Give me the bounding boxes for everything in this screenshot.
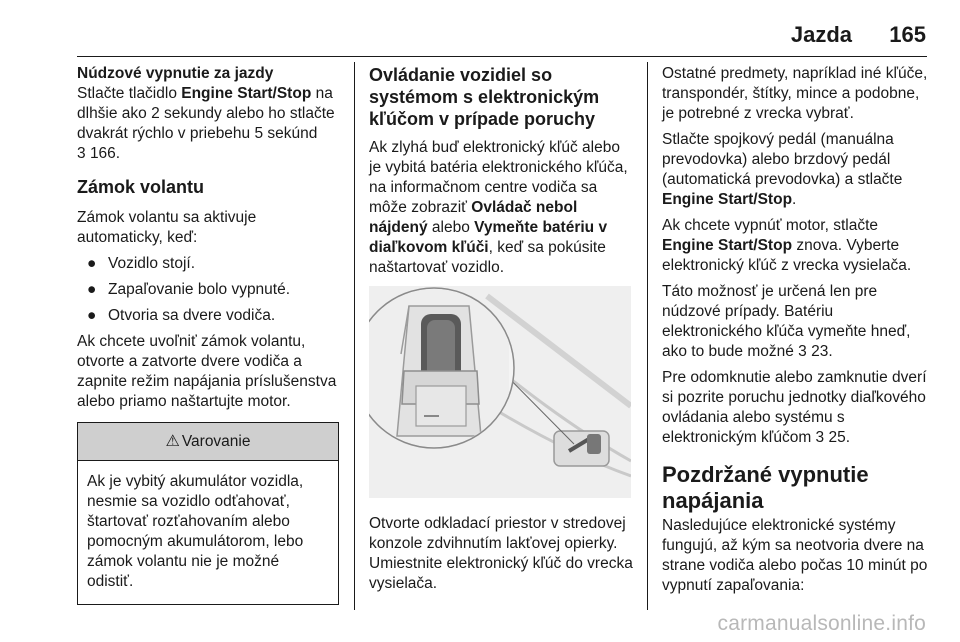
electronic-key-failure-heading: Ovládanie vozidiel so systémom s elektronickým kľúčom v prípade poruchy (369, 65, 600, 129)
warning-title: Varovanie (181, 432, 251, 450)
column-2 (369, 64, 633, 600)
switch-off-text (662, 216, 928, 276)
engine-start-stop-label: Engine Start/Stop (662, 237, 793, 254)
engine-start-stop-label: Engine Start/Stop (662, 191, 793, 208)
page-reference: 166. (89, 145, 121, 162)
warning-text: Ak je vybitý akumulátor vozidla, nesmie sa vozidlo odťahovať, štartovať rozťahovaním alebo pomocným akumulátorom, lebo zámok volantu nie je možné odistiť. (87, 473, 304, 590)
page-header (0, 0, 960, 56)
delayed-power-off-heading: Pozdržané vypnutie napájania (662, 462, 869, 513)
column-3 (662, 64, 928, 602)
column-divider-1 (354, 62, 355, 610)
steering-unlock-text: Ak chcete uvoľniť zámok volantu, otvorte a zatvorte dvere vodiča a zapnite režim napájania príslušenstva alebo priamo naštartujte motor. (77, 333, 337, 410)
list-item-text: Vozidlo stojí. (108, 255, 196, 272)
page-reference: 23. (811, 343, 833, 360)
list-item (77, 280, 339, 300)
text-run: Táto možnosť je určená len pre núdzové prípady. Batériu elektronického kľúča vymeňte hneď, ako to bude možné (662, 283, 911, 360)
page-number: 165 (889, 22, 926, 47)
remove-objects-text: Ostatné predmety, napríklad iné kľúče, transpondér, štítky, mince a podobne, je potrebné z vrecka vybrať. (662, 65, 928, 122)
electronic-key-failure-text (369, 138, 633, 278)
column-1 (77, 64, 339, 605)
text-run: , keď sa pokúsite naštartovať vozidlo. (369, 239, 606, 276)
ref-arrow-icon: 3 (798, 343, 807, 360)
emergency-shutdown-text (77, 84, 339, 164)
column-divider-2 (647, 62, 648, 610)
page-reference: 25. (828, 429, 851, 446)
ref-arrow-icon: 3 (815, 429, 825, 446)
header-divider (77, 56, 927, 57)
warning-header (78, 423, 338, 461)
steering-lock-intro: Zámok volantu sa aktivuje automaticky, keď: (77, 209, 257, 246)
engine-start-stop-label: Engine Start/Stop (181, 85, 312, 102)
site-watermark: carmanualsonline.info (717, 612, 926, 635)
dic-message-replace-battery: Vymeňte batériu v diaľkovom kľúči (369, 219, 608, 256)
bullet-icon: ● (87, 281, 97, 298)
text-run: Pre odomknutie alebo zamknutie dverí si pozrite poruchu jednotky diaľkového ovládania alebo systému s elektronickým kľúčom (662, 369, 927, 446)
chapter-title: Jazda (790, 22, 852, 47)
bullet-icon: ● (87, 255, 97, 272)
warning-box (77, 422, 339, 605)
bullet-icon: ● (87, 307, 97, 324)
warning-triangle-icon: ⚠ (165, 432, 180, 450)
figure-caption: Otvorte odkladací priestor v stredovej konzole zdvihnutím lakťovej opierky. Umiestnite elektronický kľúč do vrecka vysielača. (369, 515, 633, 592)
center-console-illustration (369, 286, 631, 498)
text-run: alebo (427, 219, 475, 236)
delayed-power-off-text: Nasledujúce elektronické systémy fungujú, až kým sa neotvoria dvere na strane vodiča alebo počas 10 minút po vypnutí zapaľovania: (662, 517, 928, 594)
text-run: Stlačte spojkový pedál (manuálna prevodovka) alebo brzdový pedál (automatická prevodovka) a stlačte (662, 131, 903, 188)
text-run: Ak zlyhá buď elektronický kľúč alebo je vybitá batéria elektronického kľúča, na informačnom centre vodiča sa môže zobraziť (369, 139, 628, 216)
list-item-text: Zapaľovanie bolo vypnuté. (108, 281, 291, 298)
steering-lock-conditions (77, 254, 339, 326)
list-item-text: Otvoria sa dvere vodiča. (108, 307, 276, 324)
text-run: Stlačte tlačidlo (77, 85, 182, 102)
steering-lock-heading: Zámok volantu (77, 177, 205, 197)
press-pedal-text (662, 130, 928, 210)
text-run: Ak chcete vypnúť motor, stlačte (662, 217, 879, 234)
list-item (77, 306, 339, 326)
text-run: na dlhšie ako 2 sekundy alebo ho stlačte dvakrát rýchlo v priebehu 5 sekúnd (77, 85, 335, 142)
dic-message-not-found: Ovládač nebol nájdený (369, 199, 578, 236)
unlock-reference-text (662, 368, 928, 448)
emergency-only-text (662, 282, 928, 362)
list-item (77, 254, 339, 274)
ref-arrow-icon: 3 (77, 145, 86, 162)
emergency-shutdown-heading: Núdzové vypnutie za jazdy (77, 65, 274, 82)
text-run: znova. Vyberte elektronický kľúč z vrecka vysielača. (662, 237, 912, 274)
center-console-drawing (369, 286, 631, 498)
text-run: . (792, 191, 797, 208)
